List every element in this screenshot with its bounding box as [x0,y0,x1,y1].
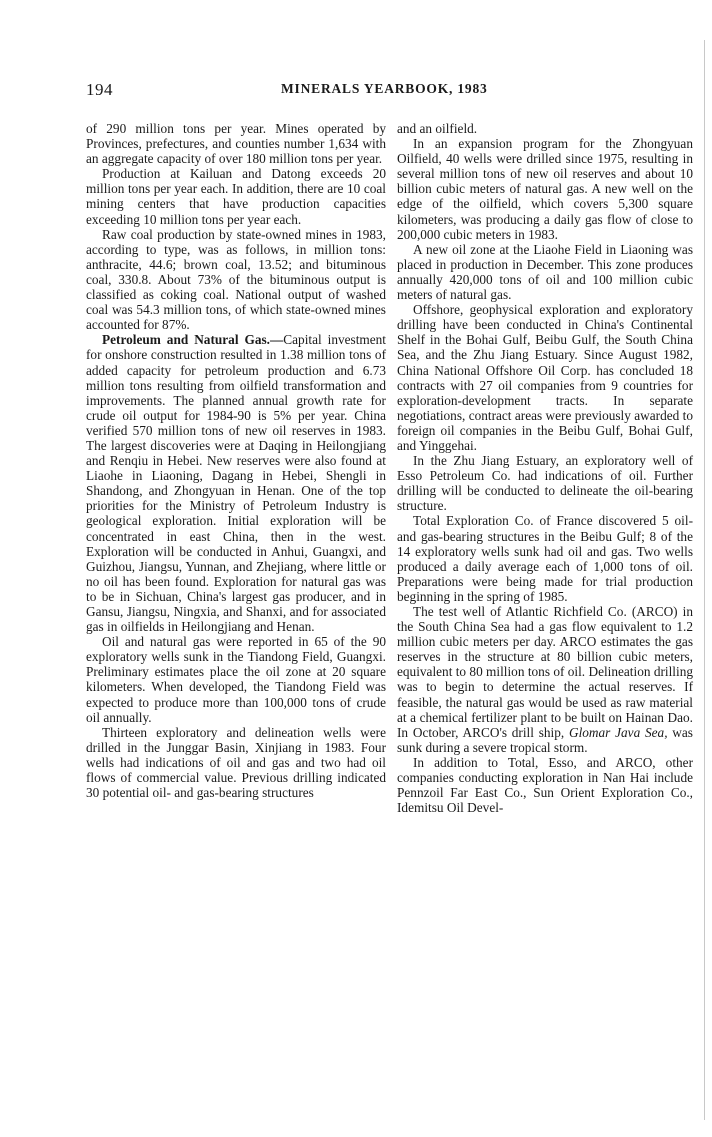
paragraph: Offshore, geophysical exploration and exploratory drilling have been conducted in China's Continental Shelf in the Bohai Gulf, Beibu Gulf, the South China Sea, and the Zhu Jiang Estuary. Since August 1982, China National Offshore Oil Corp. has concluded 18 contracts with 27 oil companies from 9 countries for exploration-development tracts. In separate negotiations, contract areas were previously awarded to foreign oil companies in the Beibu Gulf, Bohai Gulf, and Yinggehai. [397,302,693,453]
right-column [397,121,693,815]
ship-name: Glomar Java Sea, [568,724,668,740]
paragraph: Thirteen exploratory and delineation wells were drilled in the Junggar Basin, Xinjiang in 1983. Four wells had indications of oil and gas and two had oil flows of commercial value. Previous drilling indicated 30 potential oil- and gas-bearing structures [86,724,386,801]
paragraph: and an oilfield. [397,121,478,136]
section-heading: Petroleum and Natural Gas.— [102,332,284,348]
paragraph: of 290 million tons per year. Mines operated by Provinces, prefectures, and counties number 1,634 with an aggregate capacity of over 180 million tons per year. [86,121,386,167]
page-number: 194 [86,80,113,99]
page-header [86,80,696,106]
paragraph-text: was sunk during a severe tropical storm. [397,724,693,755]
paragraph-text: The test well of Atlantic Richfield Co. (ARCO) in the South China Sea had a gas flow equivalent to 1.2 million cubic meters per day. ARCO estimates the gas reserves in the structure at 80 billion cubic meters, equivalent to 80 million tons of oil. Delineation drilling was to begin to determine the actual reserves. If feasible, the natural gas would be used as raw material at a chemical fertilizer plant to be built on Hainan Dao. In October, ARCO's drill ship, [397,604,693,740]
paragraph: Production at Kailuan and Datong exceeds 20 million tons per year each. In addition, there are 10 coal mining centers that have production capacities exceeding 10 million tons per year each. [86,166,386,227]
left-column [86,121,386,800]
running-title: MINERALS YEARBOOK, 1983 [281,81,488,96]
paragraph: In an expansion program for the Zhongyuan Oilfield, 40 wells were drilled since 1975, resulting in several million tons of new oil reserves and about 10 billion cubic meters of natural gas. A new well on the edge of the oilfield, which covers 5,300 square kilometers, was producing a daily gas flow of close to 200,000 cubic meters in 1983. [397,136,693,242]
paragraph: Total Exploration Co. of France discovered 5 oil- and gas-bearing structures in the Beibu Gulf; 8 of the 14 exploratory wells sunk had oil and gas. Two wells produced a daily average each of 1,000 tons of oil. Preparations were being made for trial production beginning in the spring of 1985. [397,513,693,604]
paragraph-petroleum [86,332,386,634]
paragraph: In the Zhu Jiang Estuary, an exploratory well of Esso Petroleum Co. had indications of oil. Further drilling will be conducted to delineate the oil-bearing structure. [397,453,693,514]
paragraph: Raw coal production by state-owned mines in 1983, according to type, was as follows, in million tons: anthracite, 44.6; brown coal, 13.52; and bituminous coal, 330.8. About 73% of the bituminous output is classified as coking coal. National output of washed coal was 54.3 million tons, of which state-owned mines accounted for 87%. [86,226,386,333]
paragraph: Oil and natural gas were reported in 65 of the 90 exploratory wells sunk in the Tiandong Field, Guangxi. Preliminary estimates place the oil zone at 20 square kilometers. When developed, the Tiandong Field was expected to produce more than 100,000 tons of crude oil annually. [86,634,386,725]
paragraph: In addition to Total, Esso, and ARCO, other companies conducting exploration in Nan Hai include Pennzoil Far East Co., Sun Orient Exploration Co., Idemitsu Oil Devel- [397,754,693,816]
paragraph-arco [397,604,693,755]
paragraph-text: Capital investment for onshore construction resulted in 1.38 million tons of added capacity for petroleum production and 6.73 million tons resulting from oilfield transformation and improvements. The planned annual growth rate for crude oil output for 1984-90 is 5% per year. China verified 570 million tons of new oil reserves in 1983. The largest discoveries were at Daqing in Heilongjiang and Renqiu in Hebei. New reserves were also found at Liaohe in Liaoning, Dagang in Hebei, Shengli in Shandong, and Zhongyuan in Henan. One of the top priorities for the Ministry of Petroleum Industry is geological exploration. Initial exploration will be concentrated in east China, then in the west. Exploration will be conducted in Anhui, Guangxi, and Guizhou, Jiangsu, Yunnan, and Zhejiang, where little or no oil has been found. Exploration for natural gas was to be in Sichuan, China's largest gas producer, and in Gansu, Jiangsu, Ningxia, and Shanxi, and for associated gas in oilfields in Heilongjiang and Henan. [86,332,386,635]
scan-edge-line [704,40,705,1120]
paragraph: A new oil zone at the Liaohe Field in Liaoning was placed in production in December. This zone produces annually 420,000 tons of oil and 100 million cubic meters of natural gas. [397,241,693,303]
